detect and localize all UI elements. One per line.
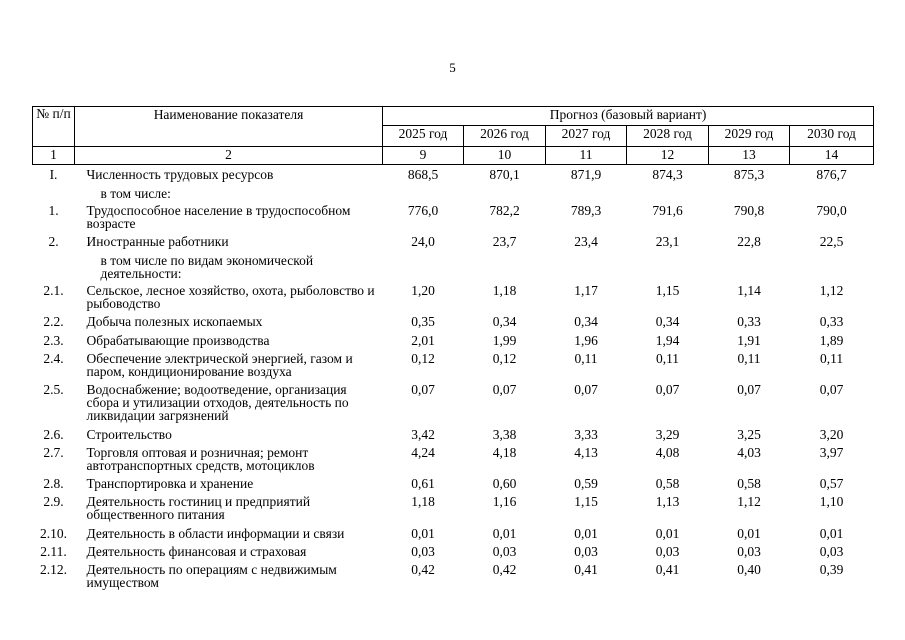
row-number: 2.12.	[40, 561, 67, 577]
row-indicator-name: Деятельность гостиниц и предприятий общественного питания	[86, 493, 311, 522]
row-value-2: 0,41	[574, 561, 598, 577]
row-value-3: 0,34	[655, 313, 680, 329]
row-indicator-name: Добыча полезных ископаемых	[86, 313, 263, 329]
row-indicator-name: Водоснабжение; водоотведение, организация сбора и утилизации отходов, деятельность по ликвидации загрязнений	[86, 381, 349, 423]
header-index-3: 10	[464, 147, 546, 165]
row-value-5: 0,33	[819, 313, 844, 329]
row-value-5	[790, 186, 874, 203]
row-value-0: 0,07	[411, 381, 435, 397]
row-number: 2.3.	[43, 332, 64, 348]
row-indicator-name: Обрабатывающие производства	[86, 332, 270, 348]
row-value-1: 782,2	[489, 202, 520, 218]
row-value-3: 791,6	[652, 202, 683, 218]
row-indicator-name: Транспортировка и хранение	[86, 475, 254, 491]
row-indicator-name: Строительство	[86, 426, 172, 442]
row-value-3: 0,58	[655, 475, 680, 491]
row-value-2: 0,59	[574, 475, 598, 491]
row-value-3: 0,03	[655, 543, 680, 559]
row-value-2: 0,11	[574, 350, 598, 366]
row-value-2: 4,13	[574, 444, 598, 460]
row-value-3: 23,1	[655, 233, 680, 249]
row-value-4: 1,12	[737, 493, 761, 509]
table-row	[33, 476, 874, 494]
row-value-5: 22,5	[819, 233, 844, 249]
row-number: 2.2.	[43, 313, 64, 329]
header-num-col: № п/п	[33, 107, 75, 147]
row-indicator-name: в том числе по видам экономической деятельности:	[100, 252, 314, 281]
row-indicator-name: Иностранные работники	[86, 233, 229, 249]
row-value-2: 0,03	[574, 543, 598, 559]
table-row	[33, 333, 874, 351]
row-indicator-name: Торговля оптовая и розничная; ремонт автотранспортных средств, мотоциклов	[86, 444, 315, 473]
row-value-2: 1,96	[574, 332, 598, 348]
row-value-5: 1,89	[819, 332, 844, 348]
row-value-4	[709, 253, 790, 283]
forecast-table	[32, 106, 874, 592]
row-number: 1.	[48, 202, 59, 218]
row-value-4: 0,03	[737, 543, 761, 559]
row-value-1: 23,7	[492, 233, 517, 249]
row-value-5: 0,57	[819, 475, 844, 491]
row-value-0: 776,0	[407, 202, 439, 218]
table-row	[33, 234, 874, 253]
row-value-5: 3,97	[819, 444, 844, 460]
row-number	[33, 186, 75, 203]
row-value-4: 0,11	[737, 350, 761, 366]
header-name-col: Наименование показателя	[75, 107, 383, 147]
row-value-5: 0,03	[819, 543, 844, 559]
header-index-7: 14	[790, 147, 874, 165]
row-indicator-name: Деятельность по операциям с недвижимым имуществом	[86, 561, 337, 590]
row-value-1	[464, 186, 546, 203]
row-number: 2.1.	[43, 282, 64, 298]
row-value-0: 0,12	[411, 350, 435, 366]
row-value-3	[627, 186, 709, 203]
row-value-0: 1,20	[411, 282, 435, 298]
table-row	[33, 283, 874, 314]
row-value-5: 3,20	[819, 426, 844, 442]
row-value-4: 0,33	[737, 313, 761, 329]
row-value-5: 0,39	[819, 561, 844, 577]
row-value-4: 4,03	[737, 444, 761, 460]
table-row	[33, 203, 874, 234]
row-indicator-name: Трудоспособное население в трудоспособном возрасте	[86, 202, 351, 231]
table-row	[33, 186, 874, 203]
page-number: 5	[449, 60, 456, 75]
row-number	[33, 253, 75, 283]
header-forecast-group: Прогноз (базовый вариант)	[383, 107, 874, 126]
row-value-1: 0,01	[492, 525, 517, 541]
table-row	[33, 351, 874, 382]
row-value-0: 868,5	[407, 167, 439, 182]
row-number: 2.11.	[40, 543, 67, 559]
row-value-0: 2,01	[411, 332, 435, 348]
row-indicator-name: Обеспечение электрической энергией, газом и паром, кондиционирование воздуха	[86, 350, 353, 379]
row-number: 2.6.	[43, 426, 64, 442]
table-row	[33, 382, 874, 427]
row-value-5: 1,12	[819, 282, 844, 298]
row-value-2: 0,01	[574, 525, 598, 541]
row-value-2: 789,3	[570, 202, 602, 218]
row-value-4: 0,40	[737, 561, 761, 577]
row-number: I.	[49, 167, 58, 182]
row-value-5: 1,10	[819, 493, 844, 509]
header-year-5: 2030 год	[790, 126, 874, 147]
row-number: 2.8.	[43, 475, 64, 491]
header-index-1: 2	[75, 147, 383, 165]
row-value-3: 1,15	[655, 282, 680, 298]
row-value-2	[546, 186, 627, 203]
table-row	[33, 427, 874, 445]
row-value-1: 0,12	[492, 350, 517, 366]
row-number: 2.5.	[43, 381, 64, 397]
row-value-2: 871,9	[570, 167, 602, 182]
row-value-3: 1,13	[655, 493, 680, 509]
row-value-0: 0,01	[411, 525, 435, 541]
header-index-2: 9	[383, 147, 464, 165]
table-row	[33, 445, 874, 476]
row-value-0: 4,24	[411, 444, 435, 460]
row-value-0: 24,0	[411, 233, 435, 249]
row-value-1: 4,18	[492, 444, 517, 460]
row-value-4: 1,14	[737, 282, 761, 298]
row-value-2: 3,33	[574, 426, 598, 442]
row-value-3: 0,41	[655, 561, 680, 577]
table-row	[33, 165, 874, 186]
row-value-5: 0,01	[819, 525, 844, 541]
row-value-4: 3,25	[737, 426, 761, 442]
row-number: 2.7.	[43, 444, 64, 460]
table-row	[33, 253, 874, 283]
row-value-1: 0,34	[492, 313, 517, 329]
row-value-0: 0,35	[411, 313, 435, 329]
row-value-1: 0,42	[492, 561, 517, 577]
row-value-2: 23,4	[574, 233, 598, 249]
header-index-0: 1	[33, 147, 75, 165]
row-value-4: 0,01	[737, 525, 761, 541]
row-indicator-name: Деятельность в области информации и связи	[86, 525, 345, 541]
row-number: 2.4.	[43, 350, 64, 366]
row-number: 2.10.	[40, 525, 67, 541]
table-row	[33, 494, 874, 526]
row-value-1: 1,99	[492, 332, 517, 348]
row-value-2: 1,15	[574, 493, 598, 509]
table-row	[33, 314, 874, 333]
row-value-4: 875,3	[733, 167, 765, 182]
row-value-5: 876,7	[816, 167, 847, 182]
row-value-4: 1,91	[737, 332, 761, 348]
row-value-4: 790,8	[733, 202, 765, 218]
header-year-4: 2029 год	[709, 126, 790, 147]
row-value-1: 0,03	[492, 543, 517, 559]
row-value-1: 0,60	[492, 475, 517, 491]
row-value-1: 1,16	[492, 493, 517, 509]
row-value-1: 1,18	[492, 282, 517, 298]
row-value-0: 0,42	[411, 561, 435, 577]
header-year-0: 2025 год	[383, 126, 464, 147]
row-value-3	[627, 253, 709, 283]
row-value-4: 0,58	[737, 475, 761, 491]
row-value-1	[464, 253, 546, 283]
header-index-5: 12	[627, 147, 709, 165]
row-number: 2.9.	[43, 493, 64, 509]
table-row	[33, 526, 874, 544]
table-body	[33, 165, 874, 592]
row-value-3: 1,94	[655, 332, 680, 348]
row-value-2: 0,34	[574, 313, 598, 329]
row-value-4: 0,07	[737, 381, 761, 397]
row-value-3: 0,11	[655, 350, 680, 366]
row-value-3: 3,29	[655, 426, 680, 442]
row-value-1: 0,07	[492, 381, 517, 397]
row-value-5	[790, 253, 874, 283]
row-value-2: 1,17	[574, 282, 598, 298]
row-value-3: 0,01	[655, 525, 680, 541]
row-indicator-name: Деятельность финансовая и страховая	[86, 543, 307, 559]
row-value-5: 0,11	[819, 350, 844, 366]
row-value-1: 870,1	[489, 167, 520, 182]
header-index-6: 13	[709, 147, 790, 165]
row-value-0: 0,61	[411, 475, 435, 491]
table-row	[33, 562, 874, 592]
row-value-3: 4,08	[655, 444, 680, 460]
row-value-1: 3,38	[492, 426, 517, 442]
row-number: 2.	[48, 233, 59, 249]
header-year-3: 2028 год	[627, 126, 709, 147]
row-value-4	[709, 186, 790, 203]
row-indicator-name: Численность трудовых ресурсов	[86, 167, 274, 182]
header-year-2: 2027 год	[546, 126, 627, 147]
row-value-0	[383, 186, 464, 203]
table-row	[33, 544, 874, 562]
row-value-3: 874,3	[652, 167, 683, 182]
header-year-1: 2026 год	[464, 126, 546, 147]
header-index-4: 11	[546, 147, 627, 165]
row-value-3: 0,07	[655, 381, 680, 397]
row-value-0: 3,42	[411, 426, 435, 442]
row-value-0: 1,18	[411, 493, 435, 509]
row-value-0	[383, 253, 464, 283]
row-value-5: 0,07	[819, 381, 844, 397]
row-indicator-name: Сельское, лесное хозяйство, охота, рыболовство и рыбоводство	[86, 282, 375, 311]
row-value-4: 22,8	[737, 233, 761, 249]
row-indicator-name: в том числе:	[100, 185, 171, 201]
row-value-2: 0,07	[574, 381, 598, 397]
row-value-2	[546, 253, 627, 283]
row-value-0: 0,03	[411, 543, 435, 559]
row-value-5: 790,0	[816, 202, 847, 218]
